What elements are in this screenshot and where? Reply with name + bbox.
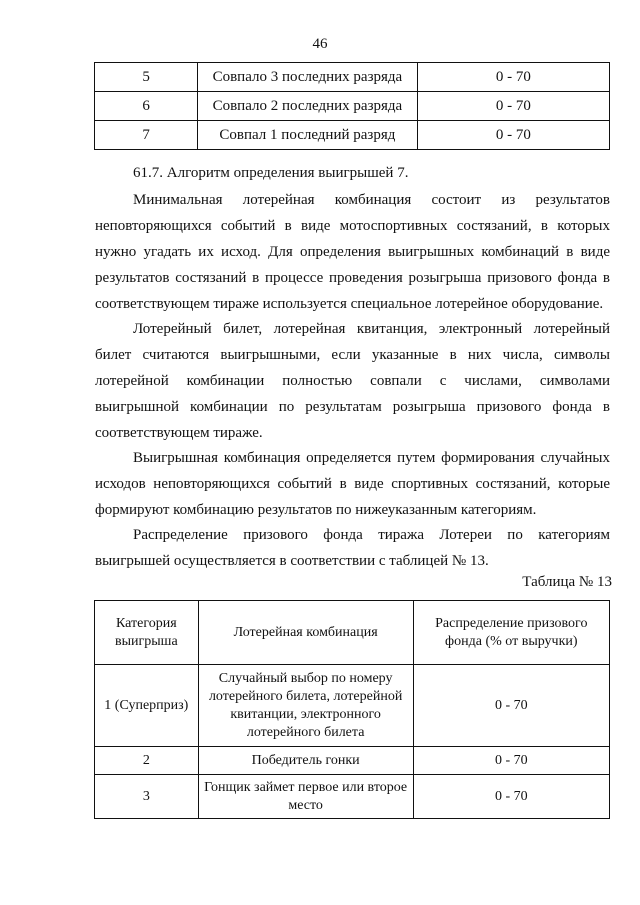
distribution-cell: 0 - 70 bbox=[413, 775, 609, 819]
distribution-cell: 0 - 70 bbox=[417, 121, 609, 150]
table-row bbox=[95, 747, 610, 775]
category-cell: 7 bbox=[95, 121, 198, 150]
header-combination: Лотерейная комбинация bbox=[198, 601, 413, 665]
combination-cell: Совпал 1 последний разряд bbox=[198, 121, 418, 150]
table-row bbox=[95, 121, 610, 150]
category-cell: 1 (Суперприз) bbox=[95, 665, 199, 747]
paragraph-minimal-combination: Минимальная лотерейная комбинация состоит из результатов неповторяющихся событий в виде мотоспортивных состязаний, в которых нужно угадать их исход. Для определения выигрышных комбинаций в виде результатов состязаний в процессе проведения розыгрыша призового фонда в соответствующем тираже используется специальное лотерейное оборудование. bbox=[95, 192, 610, 312]
paragraph-winning-tickets: Лотерейный билет, лотерейная квитанция, электронный лотерейный билет считаются выигрышными, если указанные в них числа, символы лотерейной комбинации полностью совпали с числами, символами выигрышной комбинации по результатам розыгрыша призового фонда в соответствующем тираже. bbox=[95, 321, 610, 441]
table-row bbox=[95, 92, 610, 121]
section-heading: 61.7. Алгоритм определения выигрышей 7. bbox=[133, 165, 409, 181]
distribution-cell: 0 - 70 bbox=[417, 92, 609, 121]
table-row bbox=[95, 63, 610, 92]
category-cell: 3 bbox=[95, 775, 199, 819]
distribution-cell: 0 - 70 bbox=[413, 747, 609, 775]
table-header-row bbox=[95, 601, 610, 665]
prize-table-continued bbox=[94, 62, 610, 150]
header-category: Категория выигрыша bbox=[95, 601, 199, 665]
category-cell: 5 bbox=[95, 63, 198, 92]
distribution-cell: 0 - 70 bbox=[413, 665, 609, 747]
table-caption: Таблица № 13 bbox=[522, 574, 612, 590]
page-number: 46 bbox=[312, 36, 328, 52]
header-distribution: Распределение призового фонда (% от выручки) bbox=[413, 601, 609, 665]
combination-cell: Совпало 2 последних разряда bbox=[198, 92, 418, 121]
table-row bbox=[95, 665, 610, 747]
prize-category-table bbox=[94, 600, 610, 819]
paragraph-distribution: Распределение призового фонда тиража Лотереи по категориям выигрышей осуществляется в соответствии с таблицей № 13. bbox=[95, 527, 610, 569]
distribution-cell: 0 - 70 bbox=[417, 63, 609, 92]
combination-cell: Победитель гонки bbox=[198, 747, 413, 775]
combination-cell: Совпало 3 последних разряда bbox=[198, 63, 418, 92]
combination-cell: Случайный выбор по номеру лотерейного билета, лотерейной квитанции, электронного лотерейного билета bbox=[198, 665, 413, 747]
paragraph-winning-combination: Выигрышная комбинация определяется путем формирования случайных исходов неповторяющихся событий в виде спортивных состязаний, которые формируют комбинацию результатов по нижеуказанным категориям. bbox=[95, 450, 610, 518]
category-cell: 6 bbox=[95, 92, 198, 121]
table-row bbox=[95, 775, 610, 819]
combination-cell: Гонщик займет первое или второе место bbox=[198, 775, 413, 819]
category-cell: 2 bbox=[95, 747, 199, 775]
